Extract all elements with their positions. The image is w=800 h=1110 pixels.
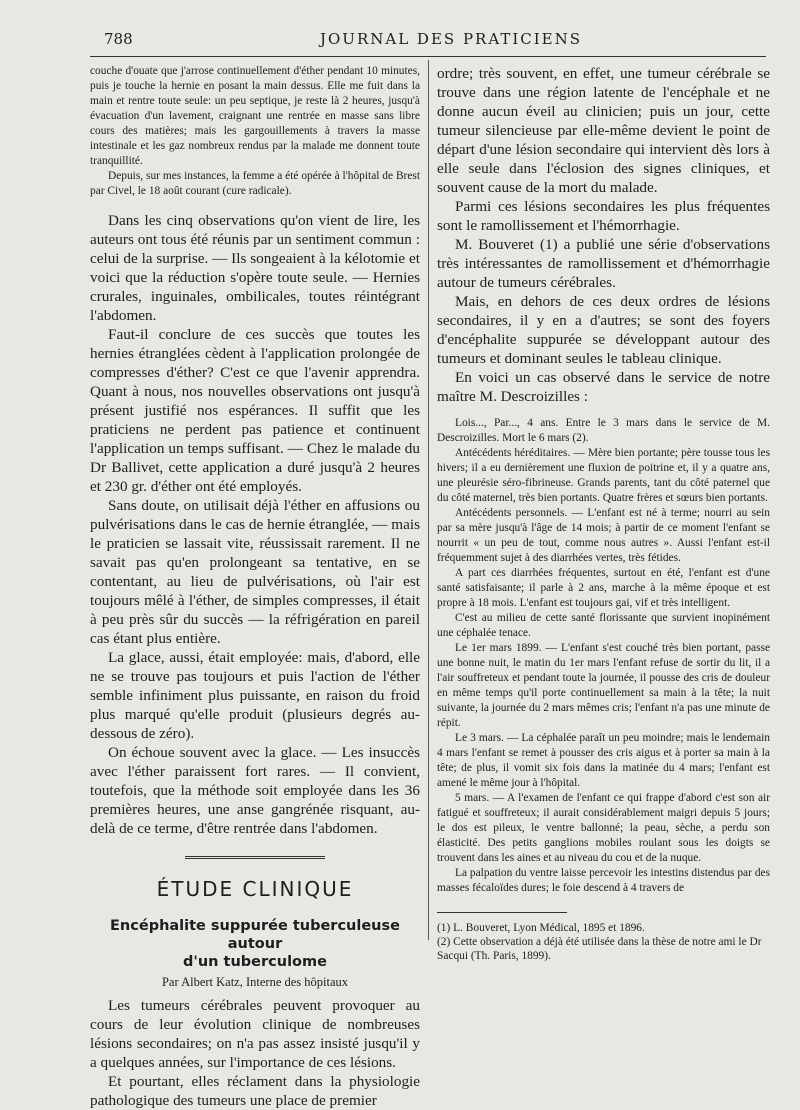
observation-text: La palpation du ventre laisse percevoir les intestins distendus par des masses fécaloïdes dures; le foie descend à 4 travers de (437, 867, 770, 894)
observation-text: Lois..., Par..., 4 ans. Entre le 3 mars dans le service de M. Descroizilles. Mort le 6 mars (2). (437, 417, 770, 444)
running-header: JOURNAL DES PRATICIENS (320, 30, 583, 48)
article-title-line: Encéphalite suppurée tuberculeuse autour (110, 918, 400, 952)
observation-text: Le 3 mars. — La céphalée paraît un peu moindre; mais le lendemain 4 mars l'enfant se remet à pousser des cris aigus et à porter sa main à la tête; de plus, il vomit six fois dans la matinée du 4 mars; l'enfant est amené le même jour à l'hôpital. (437, 732, 770, 789)
page-number: 788 (104, 30, 133, 48)
body-paragraph: Dans les cinq observations qu'on vient de lire, les auteurs ont tous été réunis par un sentiment commun : celui de la surprise. — Ils songeaient à la kélotomie et voici que la réduction s'opère toute seule. — Hernies crurales, inguinales, ombilicales, toutes réintégrant l'abdomen. (90, 212, 420, 324)
body-paragraph: Parmi ces lésions secondaires les plus fréquentes sont le ramollissement et l'hémorrhagie. (437, 198, 770, 234)
article-title (90, 917, 420, 971)
observation-text: Antécédents héréditaires. — Mère bien portante; père tousse tous les hivers; il a eu dernièrement une fluxion de poitrine et, il y a quatre ans, une pleurésie séro-fibrineuse. Grands parents, tant du côté paternel que du côté maternel, très bien portants. Quatre frères et sœurs bien portants. (437, 447, 770, 504)
article-byline: Par Albert Katz, Interne des hôpitaux (161, 975, 349, 989)
body-paragraph: Faut-il conclure de ces succès que toutes les hernies étranglées cèdent à l'application prolongée de compresses d'éther? C'est ce que l'avenir apprendra. Quant à nous, nos nouvelles observations ont jusqu'à présent justifié nos espérances. Il suffit que les praticiens ne perdent pas patience et continuent l'application un temps suffisant. — Chez le malade du Dr Ballivet, cette application a duré jusqu'à 2 heures et 230 gr. d'éther ont été employés. (90, 326, 420, 495)
body-paragraph: La glace, aussi, était employée: mais, d'abord, elle ne se trouve pas toujours et puis l'action de l'éther semble infiniment plus puissante, en raison du froid plus marqué qu'elle produit (plusieurs degrés au-dessous de zéro). (90, 649, 420, 742)
right-column (437, 64, 770, 963)
body-paragraph: Sans doute, on utilisait déjà l'éther en affusions ou pulvérisations dans le cas de hernie étranglée, — mais le praticien se lassait vite, réussissait rarement. Il ne savait pas qu'en prolongeant sa tentative, en se contentant, au lieu de pulvérisations, où l'air est toujours mêlé à l'éther, de simples compresses, il était à peu près sûr du succès — la réfrigération en pareil cas étant plus entière. (90, 497, 420, 647)
footnotes (437, 921, 770, 963)
footnote-rule (437, 912, 567, 913)
section-title: ÉTUDE CLINIQUE (156, 877, 354, 901)
body-paragraph: Mais, en dehors de ces deux ordres de lésions secondaires, il y en a d'autres; se sont des foyers d'encéphalite suppurée se développant autour des tumeurs et dominant seules le tableau clinique. (437, 293, 770, 367)
observation-text: Antécédents personnels. — L'enfant est né à terme; nourri au sein par sa mère jusqu'à l'âge de 14 mois; à partir de ce moment l'enfant se nourrit « un peu de tout, comme nous autres ». Aussi l'enfant est-il fréquemment sujet à des diarrhées vertes, très fétides. (437, 507, 770, 564)
section-rule (185, 856, 325, 859)
observation-text: Le 1er mars 1899. — L'enfant s'est couché très bien portant, passe une bonne nuit, le matin du 1er mars l'enfant refuse de sortir du lit, il a l'air souffreteux et pendant toute la journée, il pousse des cris de douleur en même temps qu'il porte continuellement sa main à la tête; la nuit suivante, la journée du 2 mars mêmes cris; l'enfant n'a pas une minute de répit. (437, 642, 770, 729)
column-divider (428, 60, 429, 940)
body-paragraph: ordre; très souvent, en effet, une tumeur cérébrale se trouve dans une région latente de l'encéphale et ne donne aucun éveil au clinicien; puis un jour, cette tumeur silencieuse par elle-même devient le point de départ d'une lésion secondaire qui intervient dès lors à elle seule dans l'éclosion des signes cliniques, et souvent cause de la mort du malade. (437, 65, 770, 196)
observation-text: A part ces diarrhées fréquentes, surtout en été, l'enfant est d'une santé satisfaisante; il parle à 2 ans, marche à la même époque et est propre à 18 mois. L'enfant est toujours gai, vif et très intelligent. (437, 567, 770, 609)
header-rule (90, 56, 766, 57)
body-paragraph: On échoue souvent avec la glace. — Les insuccès avec l'éther paraissent fort rares. — Il convient, toutefois, que la méthode soit employée dans les 36 premières heures, une anse gangrénée risquant, au-delà de ce terme, d'être rentrée dans l'abdomen. (90, 744, 420, 837)
body-paragraph: M. Bouveret (1) a publié une série d'observations très intéressantes de ramollissement et d'hémorrhagie autour de tumeurs cérébrales. (437, 236, 770, 291)
left-column (90, 64, 420, 1110)
footnote: (2) Cette observation a déjà été utilisée dans la thèse de notre ami le Dr Sacqui (Th. Paris, 1899). (437, 936, 762, 962)
footnote: (1) L. Bouveret, Lyon Médical, 1895 et 1896. (437, 922, 645, 934)
article-title-line: d'un tuberculome (183, 954, 327, 970)
body-paragraph: Et pourtant, elles réclament dans la physiologie pathologique des tumeurs une place de premier (90, 1073, 420, 1109)
body-paragraph: Les tumeurs cérébrales peuvent provoquer au cours de leur évolution clinique de nombreuses lésions secondaires; on n'a pas assez insisté jusqu'il y a quelques années, sur l'importance de ces lésions. (90, 997, 420, 1071)
observation-text: couche d'ouate que j'arrose continuellement d'éther pendant 10 minutes, puis je touche la hernie en posant la main dessus. Elle me fuit dans la main et rentre toute seule: un peu septique, je reste là 2 heures, jusqu'à évacuation d'un lavement, craignant une rentrée en masse sans libre cours des matières; mais les gargouillements à travers la masse intestinale et les gaz nombreux rendus par la malade me donnent toute tranquillité. (90, 65, 420, 167)
observation-text: Depuis, sur mes instances, la femme a été opérée à l'hôpital de Brest par Civel, le 18 août courant (cure radicale). (90, 170, 420, 197)
observation-text: C'est au milieu de cette santé florissante que survient inopinément une céphalée tenace. (437, 612, 770, 639)
body-paragraph: En voici un cas observé dans le service de notre maître M. Descroizilles : (437, 369, 770, 405)
observation-text: 5 mars. — A l'examen de l'enfant ce qui frappe d'abord c'est son air fatigué et souffreteux; il aurait considérablement maigri depuis 5 jours; le dos est pileux, le ventre ballonné; la peau, sèche, a perdu son élasticité. Des petits ganglions mobiles roulant sous les doigts se trouvent dans les aines et au niveau du cou et de la nuque. (437, 792, 770, 864)
